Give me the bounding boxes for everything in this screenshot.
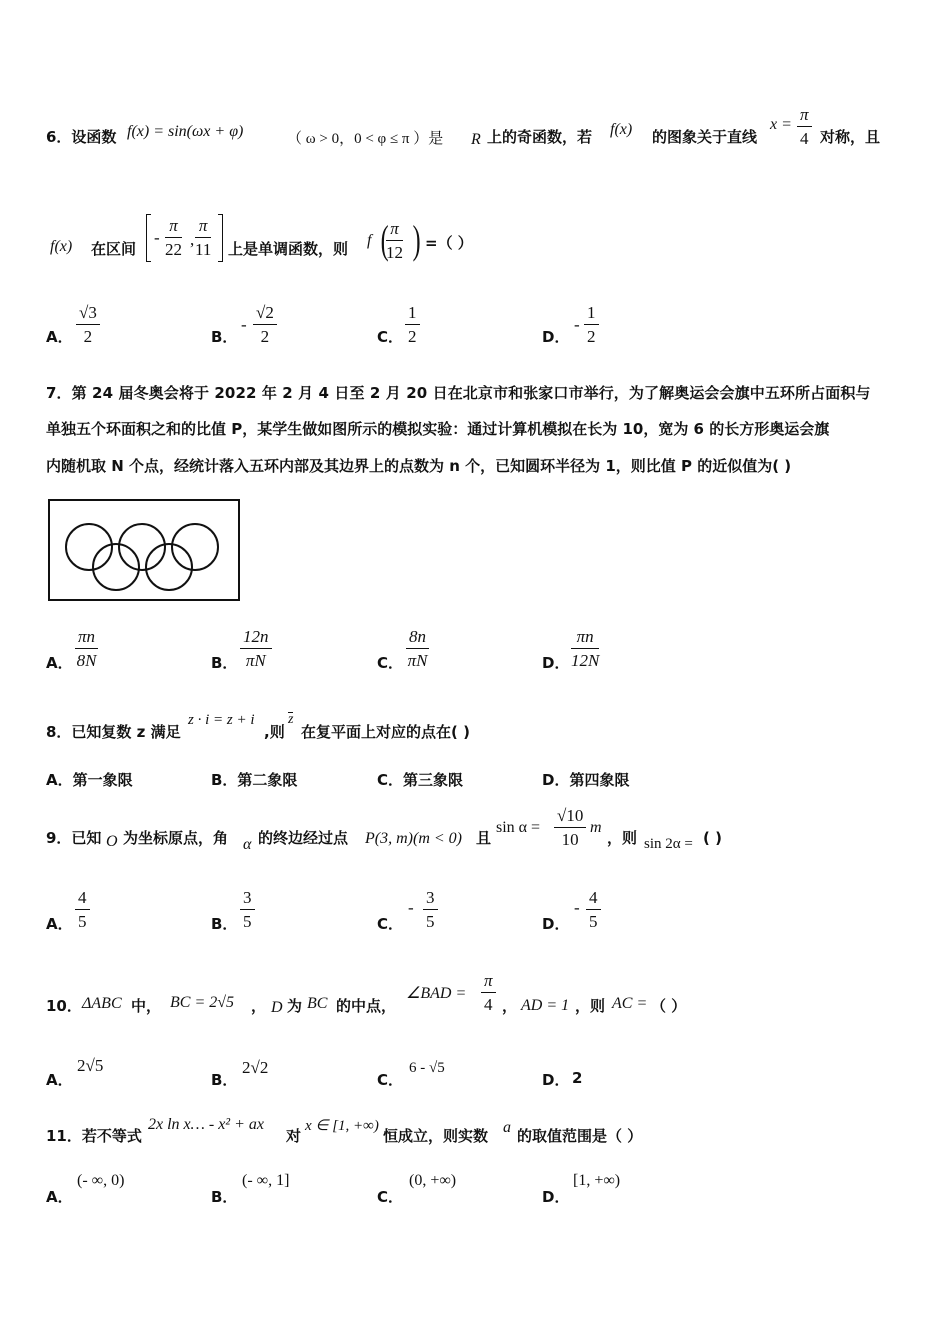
q6-option-d-den: 2 [587, 327, 596, 347]
q6-line-den: 4 [800, 129, 809, 149]
q6-interval-b [195, 215, 211, 261]
q6-arg-den: 12 [386, 243, 403, 263]
q10-number: 10． [46, 997, 82, 1015]
q10-option-a-label: A． [46, 1071, 73, 1089]
q7-option-a-label: A． [46, 654, 73, 672]
q6-option-a-den: 2 [83, 327, 93, 347]
q6-interval-neg: - [154, 228, 160, 247]
olympic-rings-figure [47, 497, 243, 605]
q9-option-a-den: 5 [78, 912, 87, 932]
q11-option-c-value: (0, +∞) [409, 1172, 457, 1189]
q6-eq-blank: =（ ） [425, 234, 473, 252]
q7-option-c-den: πN [407, 651, 428, 671]
q6-fx: f(x) [610, 121, 633, 138]
q9-alpha: α [243, 836, 252, 853]
q10-option-d-label: D． [542, 1071, 570, 1089]
q6-text3: 的图象关于直线 [652, 128, 758, 146]
q10-D: D [271, 999, 283, 1016]
q6-interval-a-num: π [165, 215, 182, 238]
q6-interval-a [165, 215, 182, 261]
q6-option-c-den: 2 [408, 327, 417, 347]
q9-point: P(3, m)(m < 0) [365, 830, 462, 847]
q8-equation: z · i = z + i [188, 712, 255, 728]
q7-stem-line2: 单独五个环面积之和的比值 P，某学生做如图所示的模拟实验：通过计算机模拟在长为 10，宽为 6 的长方形奥运会旗 [46, 420, 830, 438]
q9-option-c-den: 5 [426, 912, 435, 932]
q7-option-b-num: 12n [240, 626, 272, 649]
q6-option-d-label: D． [542, 328, 570, 346]
q6-line-fraction [797, 104, 812, 150]
q11-text4: 的取值范围是（ ） [517, 1127, 643, 1145]
q11-option-b-value: (- ∞, 1] [242, 1172, 290, 1189]
q9-O: O [106, 833, 118, 850]
q6-option-c-num: 1 [405, 302, 420, 325]
q6-text2: 上的奇函数，若 [487, 128, 593, 146]
q10-option-b-label: B． [211, 1071, 238, 1089]
q9-option-d-label: D． [542, 915, 570, 933]
q9-option-c-sign: - [408, 898, 414, 917]
q9-option-a-label: A． [46, 915, 73, 933]
q6-text6: 上是单调函数，则 [228, 240, 349, 258]
q9-option-d-den: 5 [589, 912, 598, 932]
q6-fx2: f(x) [50, 238, 73, 255]
q6-option-a-label: A． [46, 328, 73, 346]
q9-option-d-num: 4 [586, 887, 601, 910]
q9-option-a-num: 4 [75, 887, 90, 910]
q6-line-num: π [797, 104, 812, 127]
q9-option-b-label: B． [211, 915, 238, 933]
q7-option-c-label: C． [377, 654, 404, 672]
q10-BC: BC [307, 995, 328, 1012]
q6-function: f(x) = sin(ωx + φ) [127, 123, 244, 140]
q6-option-a-num: √3 [76, 302, 100, 325]
q6-text5: 在区间 [91, 240, 137, 258]
q9-text2: 为坐标原点，角 [123, 829, 229, 847]
q10-text5: ， [502, 997, 518, 1015]
q9-option-c-num: 3 [423, 887, 438, 910]
q7-option-b-den: πN [245, 651, 266, 671]
q10-option-d-value: 2 [572, 1069, 583, 1087]
q9-option-b-den: 5 [243, 912, 252, 932]
q6-option-b-label: B． [211, 328, 238, 346]
q10-angle-num: π [481, 970, 496, 993]
q7-stem-line1: 7．第 24 届冬奥会将于 2022 年 2 月 4 日至 2 月 20 日在北京市和张家口市举行，为了解奥运会会旗中五环所占面积与 [46, 384, 871, 402]
q6-condition: （ ω > 0，0 < φ ≤ π ）是 [287, 131, 444, 147]
q10-option-c-label: C． [377, 1071, 404, 1089]
q10-triangle: ΔABC [82, 995, 122, 1012]
q6-interval-a-den: 22 [165, 240, 182, 260]
q10-option-c-value: 6 - √5 [409, 1060, 445, 1076]
q6-option-b-den: 2 [260, 327, 270, 347]
q11-option-c-label: C． [377, 1188, 404, 1206]
q11-option-d-label: D． [542, 1188, 570, 1206]
q9-sin-fraction [554, 805, 586, 851]
q8-option-d[interactable]: D．第四象限 [542, 771, 630, 789]
q10-text3: 为 [287, 997, 303, 1015]
q6-arg-num: π [386, 218, 403, 241]
q7-option-a-den: 8N [76, 651, 97, 671]
q9-sin-den: 10 [561, 830, 579, 850]
q10-angle-den: 4 [484, 995, 493, 1015]
q6-option-c-label: C． [377, 328, 404, 346]
q7-option-a-num: πn [75, 626, 98, 649]
q8-text2: ,则 [264, 723, 285, 741]
q11-option-d-value: [1, +∞) [573, 1172, 621, 1189]
q7-option-d-num: πn [571, 626, 599, 649]
q6-interval-comma: , [190, 230, 195, 249]
q7-option-d-den: 12N [571, 651, 600, 671]
q9-text3: 的终边经过点 [258, 829, 349, 847]
q7-option-d-label: D． [542, 654, 570, 672]
q11-domain: x ∈ [1, +∞) [305, 1118, 379, 1134]
q6-xeq: x = [770, 116, 792, 133]
q6-f: f [367, 232, 372, 249]
q9-text1: 9．已知 [46, 829, 102, 847]
q9-text4: 且 [476, 829, 492, 847]
q11-option-b-label: B． [211, 1188, 238, 1206]
q10-bc: BC = 2√5 [170, 994, 235, 1011]
q9-sin: sin α = [496, 819, 541, 836]
q8-text3: 在复平面上对应的点在( ) [301, 723, 470, 741]
q11-a: a [503, 1119, 511, 1136]
q6-number: 6．设函数 [46, 128, 117, 146]
q10-text4: 的中点， [336, 997, 397, 1015]
q11-text3: 恒成立，则实数 [383, 1127, 489, 1145]
q6-interval-b-den: 11 [195, 240, 212, 260]
q8-option-c[interactable]: C．第三象限 [377, 771, 464, 789]
q6-paren-right: ) [412, 217, 421, 262]
q11-text1: 11．若不等式 [46, 1127, 142, 1145]
q11-inequality: 2x ln x… - x² + ax [148, 1116, 264, 1133]
q10-text7: （ ） [651, 997, 687, 1015]
q8-option-b[interactable]: B．第二象限 [211, 771, 298, 789]
q7-option-b-label: B． [211, 654, 238, 672]
q10-angle-fraction [481, 970, 496, 1016]
q6-text4: 对称，且 [820, 128, 881, 146]
q8-option-a[interactable]: A．第一象限 [46, 771, 133, 789]
q9-m: m [590, 819, 602, 836]
q10-AD: AD = 1 [521, 997, 570, 1014]
flag-rectangle [49, 500, 239, 600]
q6-paren-left: ( [380, 217, 389, 262]
q10-option-a-value: 2√5 [77, 1056, 104, 1075]
q8-text1: 8．已知复数 z 满足 [46, 723, 181, 741]
q11-text2: 对 [286, 1127, 302, 1145]
q9-sin2: sin 2α = [644, 836, 693, 852]
q9-sin-num: √10 [554, 805, 586, 828]
q6-arg-fraction [386, 218, 403, 264]
q6-option-b-num: √2 [253, 302, 277, 325]
q10-AC: AC = [612, 995, 648, 1012]
q9-option-d-sign: - [574, 898, 580, 917]
q7-stem-line3: 内随机取 N 个点，经统计落入五环内部及其边界上的点数为 n 个，已知圆环半径为 1，则比值 P 的近似值为( ) [46, 457, 792, 475]
q9-option-c-label: C． [377, 915, 404, 933]
q11-option-a-label: A． [46, 1188, 73, 1206]
q7-option-c-num: 8n [406, 626, 429, 649]
q10-text2: ， [251, 997, 267, 1015]
q10-option-b-value: 2√2 [242, 1058, 269, 1077]
q10-text6: ，则 [575, 997, 606, 1015]
q6-stem-line1 [46, 128, 116, 146]
q6-option-d-num: 1 [584, 302, 599, 325]
q11-option-a-value: (- ∞, 0) [77, 1172, 125, 1189]
q8-zbar: z [288, 712, 294, 727]
q10-text1: 中， [131, 997, 162, 1015]
q10-angle: ∠BAD = [406, 985, 467, 1002]
q6-R: R [471, 131, 481, 148]
q6-option-d-sign: - [574, 315, 580, 334]
q6-option-b-sign: - [241, 315, 247, 334]
q6-interval-b-num: π [195, 215, 211, 238]
q9-option-b-num: 3 [240, 887, 255, 910]
q9-text5: ，则 [607, 829, 638, 847]
q9-text6: ( ) [703, 829, 722, 847]
